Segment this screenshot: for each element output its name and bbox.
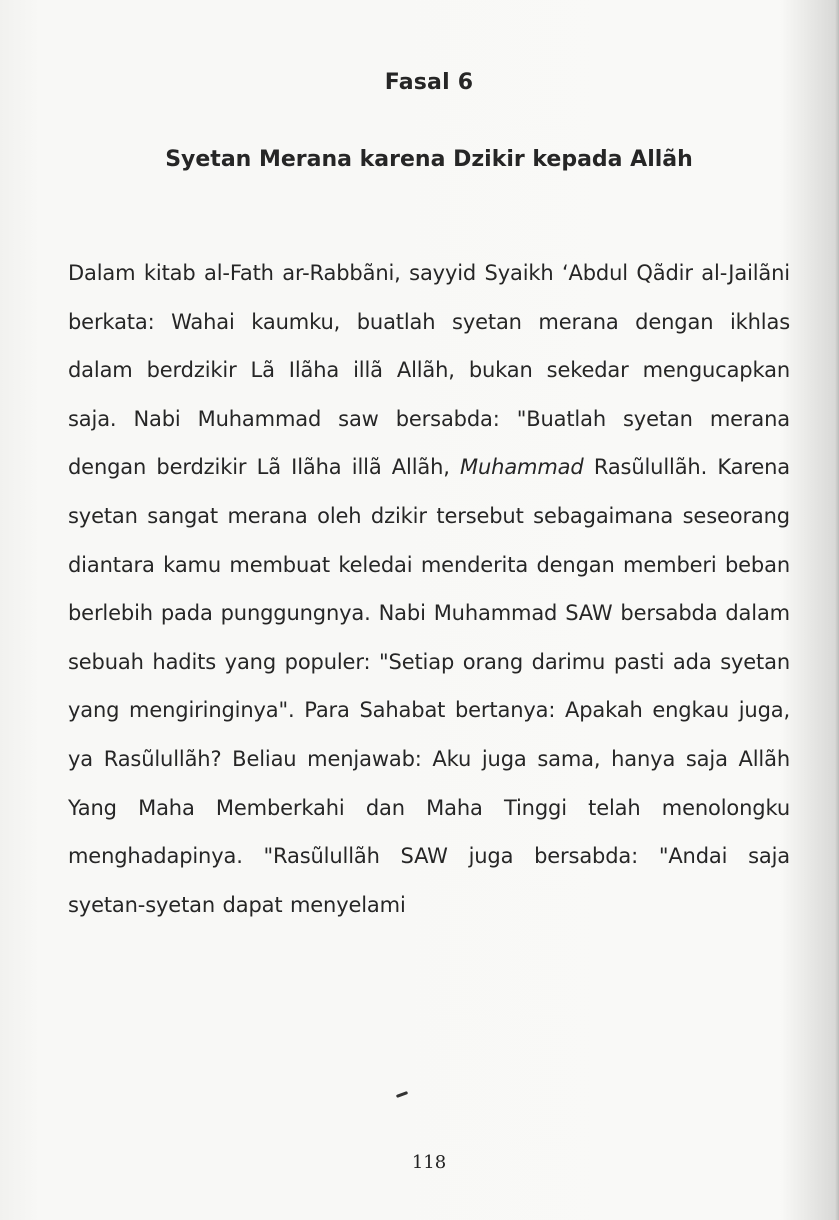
paragraph-text-part-1: Dalam kitab al-Fath ar-Rabbãni, sayyid Syaikh ‘Abdul Qãdir al-Jailãni berkata: Wahai kaumku, buatlah syetan merana dengan ikhlas dalam berdzikir Lã Ilãha illã Allãh, bukan sekedar mengucapkan saja. Nabi Muhammad saw bersabda: "Buatlah syetan merana dengan berdzikir Lã Ilãha illã Allãh, — [68, 261, 790, 480]
paragraph-italic-text: Muhammad — [460, 455, 584, 480]
paragraph-text-part-2: Rasũlullãh. Karena syetan sangat merana oleh dzikir tersebut sebagaimana seseorang diantara kamu membuat keledai menderita dengan memberi beban berlebih pada punggungnya. Nabi Muhammad SAW bersabda dalam sebuah hadits yang populer: "Setiap orang darimu pasti ada syetan yang mengiringinya". Para Sahabat bertanya: Apakah engkau juga, ya Rasũlullãh? Beliau menjawab: Aku juga sama, hanya saja Allãh Yang Maha Memberkahi dan Maha Tinggi telah menolongku menghadapinya. "Rasũlullãh SAW juga bersabda: "Andai saja syetan-syetan dapat menyelami — [68, 455, 790, 917]
ink-mark — [396, 1091, 408, 1098]
chapter-heading: Fasal 6 — [384, 70, 474, 95]
section-title: Syetan Merana karena Dzikir kepada Allãh — [165, 147, 693, 172]
body-paragraph — [68, 249, 790, 929]
page-number: 118 — [411, 1152, 447, 1173]
